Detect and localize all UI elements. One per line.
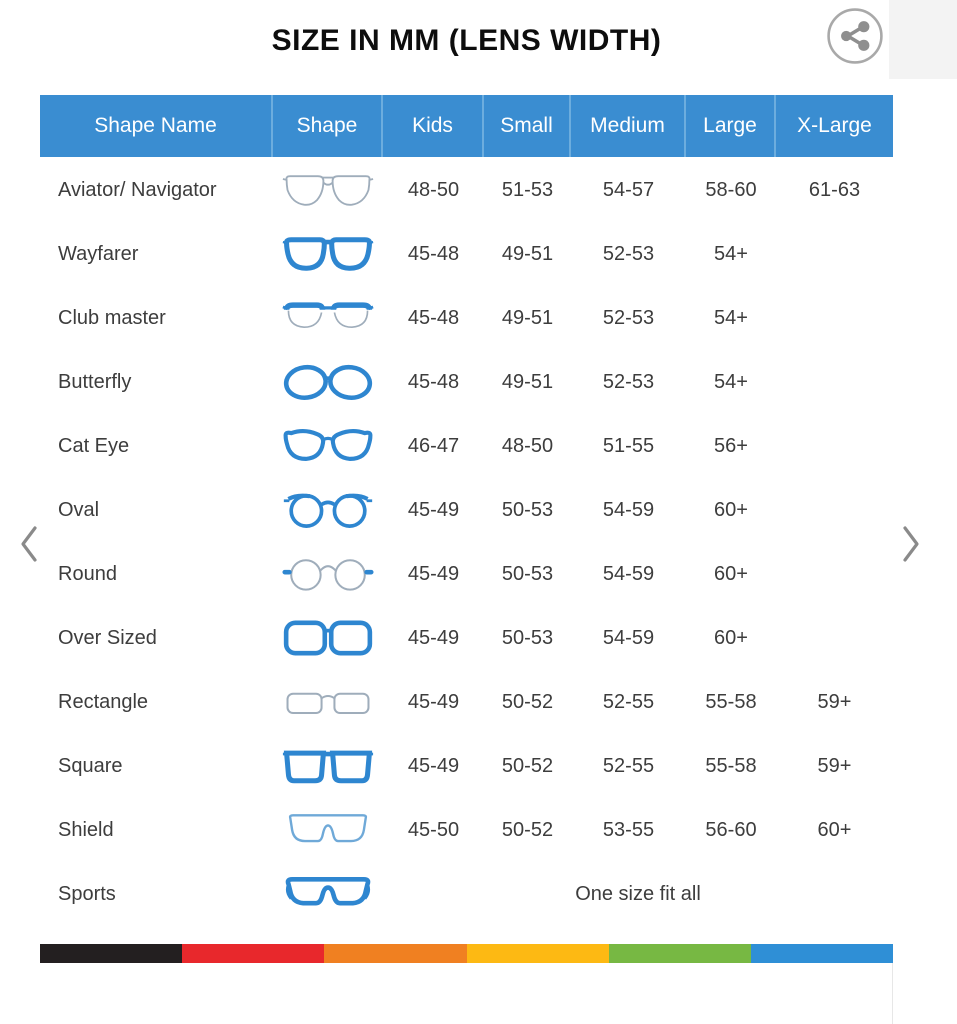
size-value: 52-53 [602,242,655,265]
color-bar-segment [751,944,893,963]
size-value: 54+ [714,306,748,329]
shape-name-label: Round [58,562,117,585]
shape-name-label: Oval [58,498,100,521]
card-right-border [892,960,893,1024]
brand-color-bar [40,944,893,963]
shape-name-label: Shield [58,818,114,841]
table-row [40,478,893,542]
column-header-small: Small [484,95,571,157]
table-row [40,222,893,286]
shape-name-label: Cat Eye [58,434,130,457]
column-header-medium: Medium [571,95,686,157]
shape-name-label: Wayfarer [58,242,139,265]
size-value: 50-52 [501,818,554,841]
size-value: 51-55 [602,434,655,457]
size-value: 61-63 [808,178,861,201]
size-value: 54+ [714,242,748,265]
size-value: 49-51 [501,370,554,393]
table-row [40,670,893,734]
color-bar-segment [40,944,182,963]
oversized-glasses-icon [273,617,383,659]
table-body [40,158,893,926]
size-value: 45-49 [407,498,460,521]
table-row [40,862,893,926]
share-icon [826,53,884,68]
size-value: 45-48 [407,242,460,265]
share-button[interactable] [826,7,884,65]
shield-glasses-icon [273,809,383,851]
size-value: 45-48 [407,370,460,393]
size-value: 50-53 [501,562,554,585]
aviator-glasses-icon [273,169,383,211]
column-header-shape-name: Shape Name [40,95,273,157]
table-row [40,542,893,606]
next-slide-edge [889,0,957,79]
column-header-large: Large [686,95,776,157]
table-row [40,734,893,798]
size-value: 56+ [714,434,748,457]
size-value: 49-51 [501,306,554,329]
shape-name-label: Over Sized [58,626,157,649]
size-value: 45-49 [407,754,460,777]
size-value: 54+ [714,370,748,393]
size-value: 53-55 [602,818,655,841]
oval-glasses-icon [273,489,383,531]
one-size-label: One size fit all [575,882,701,905]
cateye-glasses-icon [273,425,383,467]
butterfly-glasses-icon [273,361,383,403]
size-value: 54-59 [602,562,655,585]
color-bar-segment [182,944,324,963]
column-header-x-large: X-Large [797,114,872,137]
size-value: 51-53 [501,178,554,201]
size-value: 60+ [714,626,748,649]
size-value: 52-53 [602,370,655,393]
size-value: 60+ [817,818,852,841]
size-value: 58-60 [705,178,757,201]
chevron-right-icon [900,551,922,566]
chevron-left-icon [18,551,40,566]
size-value: 45-48 [407,306,460,329]
shape-name-label: Club master [58,306,166,329]
size-value: 50-53 [501,626,554,649]
size-value: 55-58 [705,690,757,713]
table-row [40,158,893,222]
size-value: 56-60 [705,818,757,841]
size-value: 59+ [817,690,852,713]
clubmaster-glasses-icon [273,297,383,339]
size-value: 59+ [817,754,852,777]
size-value: 54-57 [602,178,655,201]
table-header [40,95,893,157]
page-title: SIZE IN MM (LENS WIDTH) [271,24,662,57]
color-bar-segment [467,944,609,963]
column-header-shape: Shape [273,95,383,157]
size-value: 45-49 [407,690,460,713]
size-value: 50-52 [501,754,554,777]
size-value: 45-49 [407,626,460,649]
round-glasses-icon [273,553,383,595]
size-value: 50-52 [501,690,554,713]
size-value: 52-55 [602,754,655,777]
table-row [40,606,893,670]
size-value: 49-51 [501,242,554,265]
size-value: 50-53 [501,498,554,521]
shape-name-label: Butterfly [58,370,132,393]
table-row [40,414,893,478]
size-value: 60+ [714,498,748,521]
color-bar-segment [609,944,751,963]
shape-name-label: Rectangle [58,690,149,713]
color-bar-segment [324,944,466,963]
square-glasses-icon [273,745,383,787]
size-value: 52-55 [602,690,655,713]
shape-name-label: Aviator/ Navigator [58,178,217,201]
size-value: 52-53 [602,306,655,329]
size-value: 45-50 [407,818,460,841]
shape-name-label: Sports [58,882,116,905]
size-value: 48-50 [501,434,554,457]
size-value: 60+ [714,562,748,585]
table-row [40,350,893,414]
size-value: 48-50 [407,178,460,201]
table-row [40,286,893,350]
wayfarer-glasses-icon [273,233,383,275]
rectangle-glasses-icon [273,681,383,723]
shape-name-label: Square [58,754,123,777]
size-value: 54-59 [602,498,655,521]
carousel-prev-button[interactable] [16,525,42,565]
size-value: 45-49 [407,562,460,585]
carousel-next-button[interactable] [898,525,924,565]
size-value: 54-59 [602,626,655,649]
size-value: 55-58 [705,754,757,777]
column-header-kids: Kids [383,95,484,157]
size-value: 46-47 [407,434,460,457]
sports-glasses-icon [273,873,383,915]
table-row [40,798,893,862]
